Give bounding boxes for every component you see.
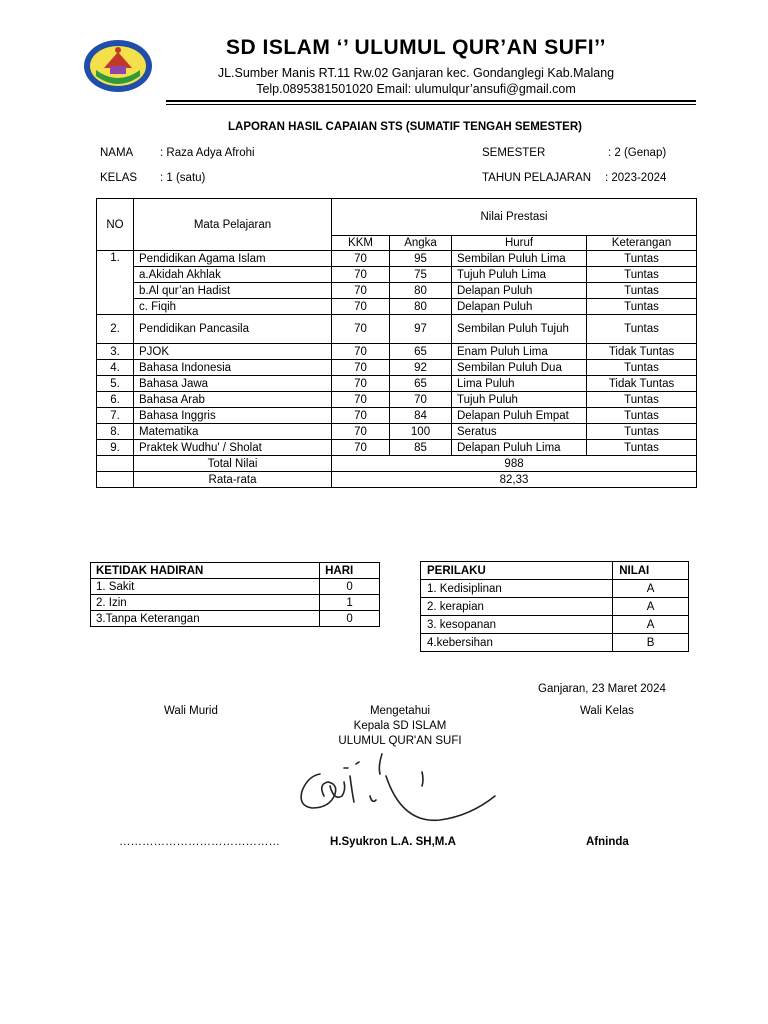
table-row bbox=[97, 360, 697, 376]
header-rule bbox=[166, 100, 696, 102]
row-no bbox=[97, 283, 134, 299]
school-address: JL.Sumber Manis RT.11 Rw.02 Ganjaran kec. Gondanglegi Kab.Malang bbox=[217, 66, 615, 80]
school-contact: Telp.0895381501020 Email: ulumulqur’ansufi@gmail.com bbox=[256, 82, 576, 96]
col-no-header: NO bbox=[97, 199, 134, 251]
grades-table bbox=[96, 198, 697, 488]
tahun-value: : 2023-2024 bbox=[605, 172, 667, 184]
row-angka: 80 bbox=[390, 283, 452, 299]
place-date: Ganjaran, 23 Maret 2024 bbox=[538, 683, 666, 695]
list-item bbox=[91, 579, 380, 595]
row-subject: Praktek Wudhu' / Sholat bbox=[134, 440, 332, 456]
row-kkm: 70 bbox=[332, 344, 390, 360]
list-item bbox=[421, 580, 689, 598]
behavior-header: PERILAKU bbox=[421, 562, 613, 580]
behavior-label: 2. kerapian bbox=[421, 598, 613, 616]
row-no bbox=[97, 299, 134, 315]
behavior-value: A bbox=[613, 616, 689, 634]
row-no: 1. bbox=[97, 251, 134, 267]
row-no: 5. bbox=[97, 376, 134, 392]
row-subject: Bahasa Arab bbox=[134, 392, 332, 408]
wali-murid-label: Wali Murid bbox=[164, 705, 218, 717]
col-ket-header: Keterangan bbox=[587, 236, 697, 251]
row-keterangan: Tuntas bbox=[587, 315, 697, 344]
table-row bbox=[97, 408, 697, 424]
header-rule bbox=[166, 104, 696, 105]
col-kkm-header: KKM bbox=[332, 236, 390, 251]
row-kkm: 70 bbox=[332, 440, 390, 456]
table-row bbox=[97, 376, 697, 392]
row-huruf: Delapan Puluh bbox=[452, 299, 587, 315]
list-item bbox=[91, 595, 380, 611]
row-angka: 70 bbox=[390, 392, 452, 408]
row-huruf: Sembilan Puluh Dua bbox=[452, 360, 587, 376]
row-huruf: Seratus bbox=[452, 424, 587, 440]
behavior-label: 3. kesopanan bbox=[421, 616, 613, 634]
absence-label: 2. Izin bbox=[91, 595, 320, 611]
row-keterangan: Tuntas bbox=[587, 267, 697, 283]
behavior-value: B bbox=[613, 634, 689, 652]
row-no: 2. bbox=[97, 315, 134, 344]
row-angka: 92 bbox=[390, 360, 452, 376]
row-keterangan: Tidak Tuntas bbox=[587, 344, 697, 360]
average-label: Rata-rata bbox=[134, 472, 332, 488]
row-kkm: 70 bbox=[332, 299, 390, 315]
behavior-label: 4.kebersihan bbox=[421, 634, 613, 652]
row-kkm: 70 bbox=[332, 408, 390, 424]
tahun-label: TAHUN PELAJARAN bbox=[482, 172, 592, 184]
row-angka: 84 bbox=[390, 408, 452, 424]
average-empty-cell bbox=[97, 472, 134, 488]
absence-label: 1. Sakit bbox=[91, 579, 320, 595]
kepala-label: Kepala SD ISLAM bbox=[353, 720, 447, 732]
row-angka: 100 bbox=[390, 424, 452, 440]
row-no: 3. bbox=[97, 344, 134, 360]
nama-label: NAMA bbox=[100, 147, 134, 159]
row-subject: Bahasa Jawa bbox=[134, 376, 332, 392]
semester-label: SEMESTER bbox=[482, 147, 546, 159]
list-item bbox=[421, 598, 689, 616]
mengetahui-label: Mengetahui bbox=[369, 705, 431, 717]
behavior-label: 1. Kedisiplinan bbox=[421, 580, 613, 598]
row-no: 9. bbox=[97, 440, 134, 456]
row-huruf: Delapan Puluh Lima bbox=[452, 440, 587, 456]
col-huruf-header: Huruf bbox=[452, 236, 587, 251]
behavior-value: A bbox=[613, 598, 689, 616]
row-angka: 65 bbox=[390, 344, 452, 360]
table-row bbox=[97, 251, 697, 267]
col-angka-header: Angka bbox=[390, 236, 452, 251]
table-row bbox=[97, 315, 697, 344]
row-subject: Pendidikan Agama Islam bbox=[134, 251, 332, 267]
row-kkm: 70 bbox=[332, 267, 390, 283]
row-angka: 65 bbox=[390, 376, 452, 392]
row-kkm: 70 bbox=[332, 376, 390, 392]
kelas-value: : 1 (satu) bbox=[160, 172, 206, 184]
row-huruf: Sembilan Puluh Tujuh bbox=[452, 315, 587, 344]
row-angka: 75 bbox=[390, 267, 452, 283]
principal-name: H.Syukron L.A. SH,M.A bbox=[330, 836, 456, 848]
school-label: ULUMUL QUR'AN SUFI bbox=[338, 735, 462, 747]
principal-signature bbox=[290, 746, 505, 828]
row-subject: Pendidikan Pancasila bbox=[134, 315, 332, 344]
row-keterangan: Tuntas bbox=[587, 392, 697, 408]
list-item bbox=[91, 611, 380, 627]
row-keterangan: Tuntas bbox=[587, 424, 697, 440]
nama-value: : Raza Adya Afrohi bbox=[160, 147, 255, 159]
list-item bbox=[421, 634, 689, 652]
row-huruf: Lima Puluh bbox=[452, 376, 587, 392]
total-label: Total Nilai bbox=[134, 456, 332, 472]
row-keterangan: Tidak Tuntas bbox=[587, 376, 697, 392]
average-value: 82,33 bbox=[332, 472, 697, 488]
row-kkm: 70 bbox=[332, 315, 390, 344]
row-keterangan: Tuntas bbox=[587, 408, 697, 424]
row-keterangan: Tuntas bbox=[587, 299, 697, 315]
row-keterangan: Tuntas bbox=[587, 283, 697, 299]
row-keterangan: Tuntas bbox=[587, 440, 697, 456]
row-subject: Bahasa Inggris bbox=[134, 408, 332, 424]
row-angka: 80 bbox=[390, 299, 452, 315]
col-nilai-header: Nilai Prestasi bbox=[332, 199, 697, 236]
row-kkm: 70 bbox=[332, 360, 390, 376]
row-angka: 97 bbox=[390, 315, 452, 344]
table-row bbox=[97, 344, 697, 360]
row-angka: 85 bbox=[390, 440, 452, 456]
row-huruf: Delapan Puluh bbox=[452, 283, 587, 299]
wali-murid-dots: …………………………………… bbox=[119, 836, 280, 848]
row-subject: b.Al qur’an Hadist bbox=[134, 283, 332, 299]
absence-value: 1 bbox=[320, 595, 380, 611]
row-kkm: 70 bbox=[332, 283, 390, 299]
row-subject: Matematika bbox=[134, 424, 332, 440]
behavior-value-header: NILAI bbox=[613, 562, 689, 580]
row-huruf: Tujuh Puluh bbox=[452, 392, 587, 408]
total-empty-cell bbox=[97, 456, 134, 472]
row-subject: PJOK bbox=[134, 344, 332, 360]
row-angka: 95 bbox=[390, 251, 452, 267]
row-keterangan: Tuntas bbox=[587, 360, 697, 376]
row-huruf: Sembilan Puluh Lima bbox=[452, 251, 587, 267]
absence-header: KETIDAK HADIRAN bbox=[91, 563, 320, 579]
row-no: 4. bbox=[97, 360, 134, 376]
table-row bbox=[97, 267, 697, 283]
table-row bbox=[97, 392, 697, 408]
table-row bbox=[97, 424, 697, 440]
row-subject: Bahasa Indonesia bbox=[134, 360, 332, 376]
row-subject: c. Fiqih bbox=[134, 299, 332, 315]
table-row bbox=[97, 440, 697, 456]
school-logo-icon bbox=[82, 38, 154, 94]
row-huruf: Delapan Puluh Empat bbox=[452, 408, 587, 424]
table-row bbox=[97, 299, 697, 315]
row-subject: a.Akidah Akhlak bbox=[134, 267, 332, 283]
teacher-name: Afninda bbox=[586, 836, 629, 848]
absence-value: 0 bbox=[320, 579, 380, 595]
absence-table bbox=[90, 562, 380, 627]
row-no bbox=[97, 267, 134, 283]
row-kkm: 70 bbox=[332, 392, 390, 408]
list-item bbox=[421, 616, 689, 634]
absence-label: 3.Tanpa Keterangan bbox=[91, 611, 320, 627]
row-no: 6. bbox=[97, 392, 134, 408]
table-row bbox=[97, 283, 697, 299]
row-huruf: Enam Puluh Lima bbox=[452, 344, 587, 360]
row-no: 8. bbox=[97, 424, 134, 440]
row-kkm: 70 bbox=[332, 424, 390, 440]
kelas-label: KELAS bbox=[100, 172, 138, 184]
row-huruf: Tujuh Puluh Lima bbox=[452, 267, 587, 283]
report-title: LAPORAN HASIL CAPAIAN STS (SUMATIF TENGAH SEMESTER) bbox=[228, 121, 582, 133]
semester-value: : 2 (Genap) bbox=[608, 147, 667, 159]
total-value: 988 bbox=[332, 456, 697, 472]
row-no: 7. bbox=[97, 408, 134, 424]
behavior-value: A bbox=[613, 580, 689, 598]
row-keterangan: Tuntas bbox=[587, 251, 697, 267]
absence-days-header: HARI bbox=[320, 563, 380, 579]
behavior-table bbox=[420, 561, 689, 652]
col-subject-header: Mata Pelajaran bbox=[134, 199, 332, 251]
wali-kelas-label: Wali Kelas bbox=[580, 705, 634, 717]
school-name: SD ISLAM ‘’ ULUMUL QUR’AN SUFI’’ bbox=[225, 36, 606, 59]
absence-value: 0 bbox=[320, 611, 380, 627]
row-kkm: 70 bbox=[332, 251, 390, 267]
